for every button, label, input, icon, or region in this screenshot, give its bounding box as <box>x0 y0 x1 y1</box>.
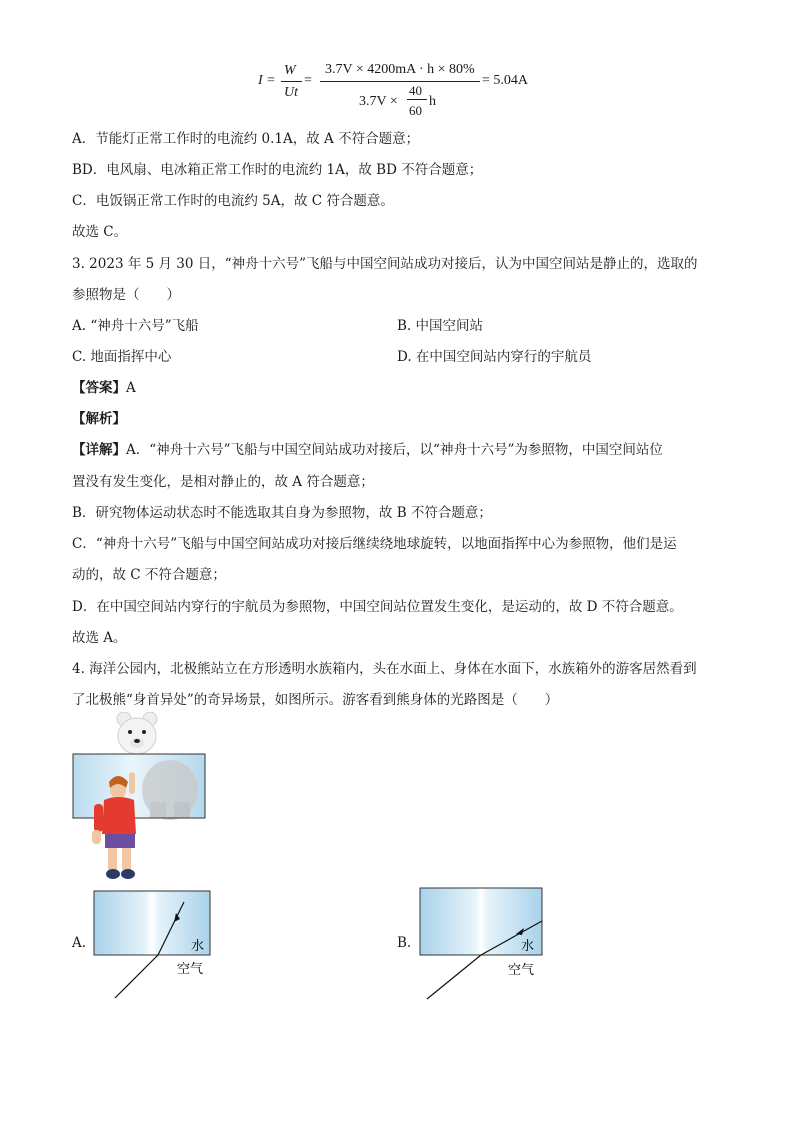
formula-numerator: 3.7V × 4200mA · h × 80% <box>325 62 475 77</box>
detail-line5: 动的，故 C 不符合题意； <box>72 567 226 583</box>
q2-line-c: C．电饭锅正常工作时的电流约 5A，故 C 符合题意。 <box>72 193 394 209</box>
analysis-label: 【解析】 <box>72 411 126 427</box>
q4-stem-line2: 了北极熊“身首异处”的奇异场景，如图所示。游客看到熊身体的光路图是（ ） <box>72 692 559 708</box>
bear-head-icon <box>117 712 157 754</box>
q4-stem-line1: 4. 海洋公园内，北极熊站立在方形透明水族箱内，头在水面上、身体在水面下，水族箱外的游客居然看到 <box>72 661 697 677</box>
refracted-ray <box>427 955 481 999</box>
formula-denominator-fraction-den: 60 <box>409 103 422 118</box>
polar-bear-tank-illustration <box>70 712 215 887</box>
detail-line7: 故选 A。 <box>72 630 127 646</box>
detail-line6: D．在中国空间站内穿行的宇航员为参照物，中国空间站位置发生变化，是运动的，故 D 不符合题意。 <box>72 599 683 615</box>
detail-line3: B．研究物体运动状态时不能选取其自身为参照物，故 B 不符合题意； <box>72 505 492 521</box>
q3-stem-line1: 3. 2023 年 5 月 30 日，“神舟十六号”飞船与中国空间站成功对接后，认为中国空间站是静止的，选取的 <box>72 256 698 272</box>
answer-value: A <box>126 380 136 396</box>
formula-denominator-left: 3.7V × <box>359 94 398 109</box>
q4-option-b-diagram <box>418 884 548 1002</box>
q2-line-a: A．节能灯正常工作时的电流约 0.1A，故 A 不符合题意； <box>72 131 420 147</box>
q4-option-a-diagram <box>92 888 217 1003</box>
air-label-a: 空气 <box>177 962 204 977</box>
formula-result: = 5.04A <box>482 73 529 88</box>
q4-option-b-label: B. <box>397 935 412 951</box>
q3-option-b: B. 中国空间站 <box>397 318 484 334</box>
formula-eq2: = <box>304 73 312 88</box>
formula-denominator-right: h <box>429 94 436 109</box>
q2-line-bd: BD．电风扇、电冰箱正常工作时的电流约 1A，故 BD 不符合题意； <box>72 162 483 178</box>
formula-denominator-fraction-num: 40 <box>409 83 422 98</box>
q3-stem-line2: 参照物是（ ） <box>72 287 180 303</box>
refracted-ray <box>115 955 158 998</box>
detail-label: 【详解】 <box>72 442 126 458</box>
q4-option-a-label: A. <box>72 935 87 951</box>
detail-line1 <box>72 444 663 458</box>
formula-lhs: I <box>258 73 263 88</box>
detail-line4: C．“神舟十六号”飞船与中国空间站成功对接后继续绕地球旋转，以地面指挥中心为参照物，他们是运 <box>72 536 677 552</box>
q3-option-a: A. “神舟十六号”飞船 <box>72 318 199 334</box>
q3-option-d: D. 在中国空间站内穿行的宇航员 <box>397 349 592 365</box>
bear-body-icon <box>142 760 198 820</box>
water-label-a: 水 <box>191 939 205 954</box>
air-label-b: 空气 <box>508 963 535 978</box>
q3-option-c: C. 地面指挥中心 <box>72 349 172 365</box>
detail-line2: 置没有发生变化，是相对静止的，故 A 符合题意； <box>72 474 374 490</box>
formula-w-denominator: Ut <box>284 85 298 100</box>
detail-text1: A．“神舟十六号”飞船与中国空间站成功对接后，以“神舟十六号”为参照物，中国空间站位 <box>126 442 663 458</box>
current-formula <box>258 60 558 122</box>
q2-conclusion: 故选 C。 <box>72 224 128 240</box>
q3-answer-row <box>72 382 136 396</box>
water-label-b: 水 <box>521 939 535 954</box>
formula-w-numerator: W <box>284 63 296 78</box>
answer-label: 【答案】 <box>72 380 126 396</box>
formula-eq1: = <box>267 73 275 88</box>
